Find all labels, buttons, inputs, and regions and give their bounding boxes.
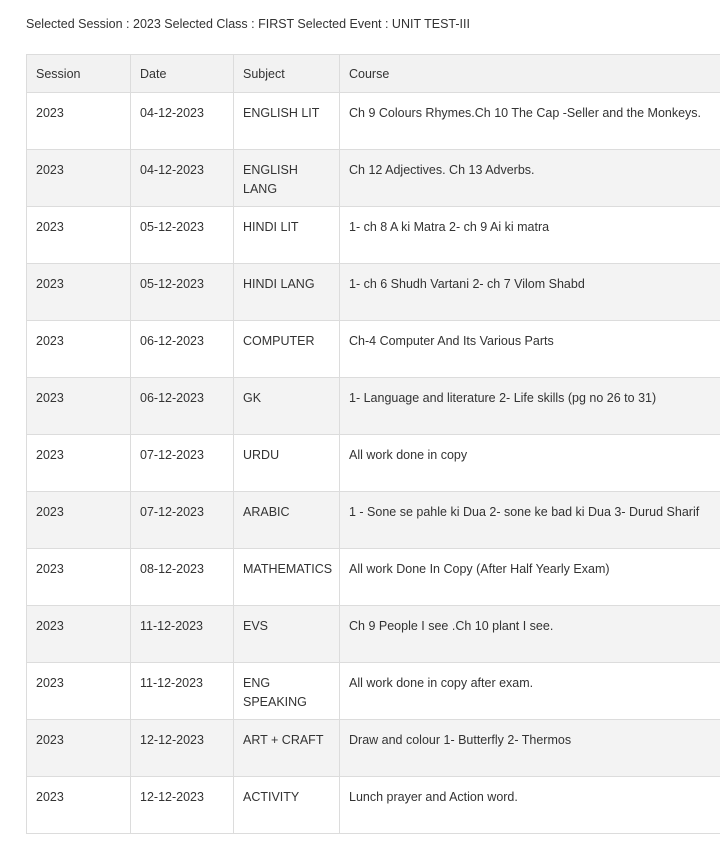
cell-date: 04-12-2023 xyxy=(131,150,234,207)
table-row xyxy=(27,93,720,150)
cell-session: 2023 xyxy=(27,549,131,606)
cell-subject: ENG SPEAKING xyxy=(234,663,340,720)
cell-course: All work done in copy xyxy=(340,435,720,492)
cell-date: 07-12-2023 xyxy=(131,492,234,549)
cell-course: Ch 9 People I see .Ch 10 plant I see. xyxy=(340,606,720,663)
table-row xyxy=(27,264,720,321)
cell-subject: MATHEMATICS xyxy=(234,549,340,606)
syllabus-table-container xyxy=(26,54,720,834)
cell-course: Ch-4 Computer And Its Various Parts xyxy=(340,321,720,378)
cell-session: 2023 xyxy=(27,777,131,834)
cell-subject: ENGLISH LIT xyxy=(234,93,340,150)
cell-course: Ch 12 Adjectives. Ch 13 Adverbs. xyxy=(340,150,720,207)
cell-subject: HINDI LIT xyxy=(234,207,340,264)
cell-date: 08-12-2023 xyxy=(131,549,234,606)
table-header-row xyxy=(27,55,720,93)
cell-course: 1- ch 8 A ki Matra 2- ch 9 Ai ki matra xyxy=(340,207,720,264)
cell-session: 2023 xyxy=(27,720,131,777)
table-row xyxy=(27,378,720,435)
table-row xyxy=(27,321,720,378)
cell-course: Lunch prayer and Action word. xyxy=(340,777,720,834)
cell-session: 2023 xyxy=(27,606,131,663)
cell-session: 2023 xyxy=(27,492,131,549)
cell-subject: HINDI LANG xyxy=(234,264,340,321)
cell-session: 2023 xyxy=(27,663,131,720)
table-row xyxy=(27,150,720,207)
cell-subject: ENGLISH LANG xyxy=(234,150,340,207)
table-row xyxy=(27,777,720,834)
table-row xyxy=(27,207,720,264)
cell-date: 06-12-2023 xyxy=(131,321,234,378)
cell-course: 1- ch 6 Shudh Vartani 2- ch 7 Vilom Shabd xyxy=(340,264,720,321)
column-header-date: Date xyxy=(131,55,234,93)
cell-subject: EVS xyxy=(234,606,340,663)
cell-course: All work done in copy after exam. xyxy=(340,663,720,720)
column-header-session: Session xyxy=(27,55,131,93)
table-row xyxy=(27,720,720,777)
cell-session: 2023 xyxy=(27,321,131,378)
selection-summary: Selected Session : 2023 Selected Class : FIRST Selected Event : UNIT TEST-III xyxy=(26,17,470,31)
cell-course: Draw and colour 1- Butterfly 2- Thermos xyxy=(340,720,720,777)
cell-date: 11-12-2023 xyxy=(131,663,234,720)
table-row xyxy=(27,549,720,606)
table-row xyxy=(27,435,720,492)
table-row xyxy=(27,492,720,549)
cell-session: 2023 xyxy=(27,264,131,321)
cell-date: 05-12-2023 xyxy=(131,264,234,321)
cell-subject: ARABIC xyxy=(234,492,340,549)
cell-date: 12-12-2023 xyxy=(131,720,234,777)
cell-subject: ACTIVITY xyxy=(234,777,340,834)
cell-course: Ch 9 Colours Rhymes.Ch 10 The Cap -Seller and the Monkeys. xyxy=(340,93,720,150)
cell-session: 2023 xyxy=(27,435,131,492)
cell-course: 1 - Sone se pahle ki Dua 2- sone ke bad ki Dua 3- Durud Sharif xyxy=(340,492,720,549)
syllabus-table xyxy=(26,54,720,834)
cell-date: 06-12-2023 xyxy=(131,378,234,435)
cell-session: 2023 xyxy=(27,150,131,207)
cell-date: 04-12-2023 xyxy=(131,93,234,150)
cell-subject: GK xyxy=(234,378,340,435)
cell-date: 05-12-2023 xyxy=(131,207,234,264)
cell-date: 11-12-2023 xyxy=(131,606,234,663)
cell-course: 1- Language and literature 2- Life skills (pg no 26 to 31) xyxy=(340,378,720,435)
cell-subject: COMPUTER xyxy=(234,321,340,378)
cell-subject: ART + CRAFT xyxy=(234,720,340,777)
cell-date: 07-12-2023 xyxy=(131,435,234,492)
column-header-course: Course xyxy=(340,55,720,93)
cell-session: 2023 xyxy=(27,207,131,264)
cell-course: All work Done In Copy (After Half Yearly Exam) xyxy=(340,549,720,606)
table-row xyxy=(27,663,720,720)
cell-session: 2023 xyxy=(27,93,131,150)
cell-subject: URDU xyxy=(234,435,340,492)
table-row xyxy=(27,606,720,663)
cell-session: 2023 xyxy=(27,378,131,435)
column-header-subject: Subject xyxy=(234,55,340,93)
cell-date: 12-12-2023 xyxy=(131,777,234,834)
